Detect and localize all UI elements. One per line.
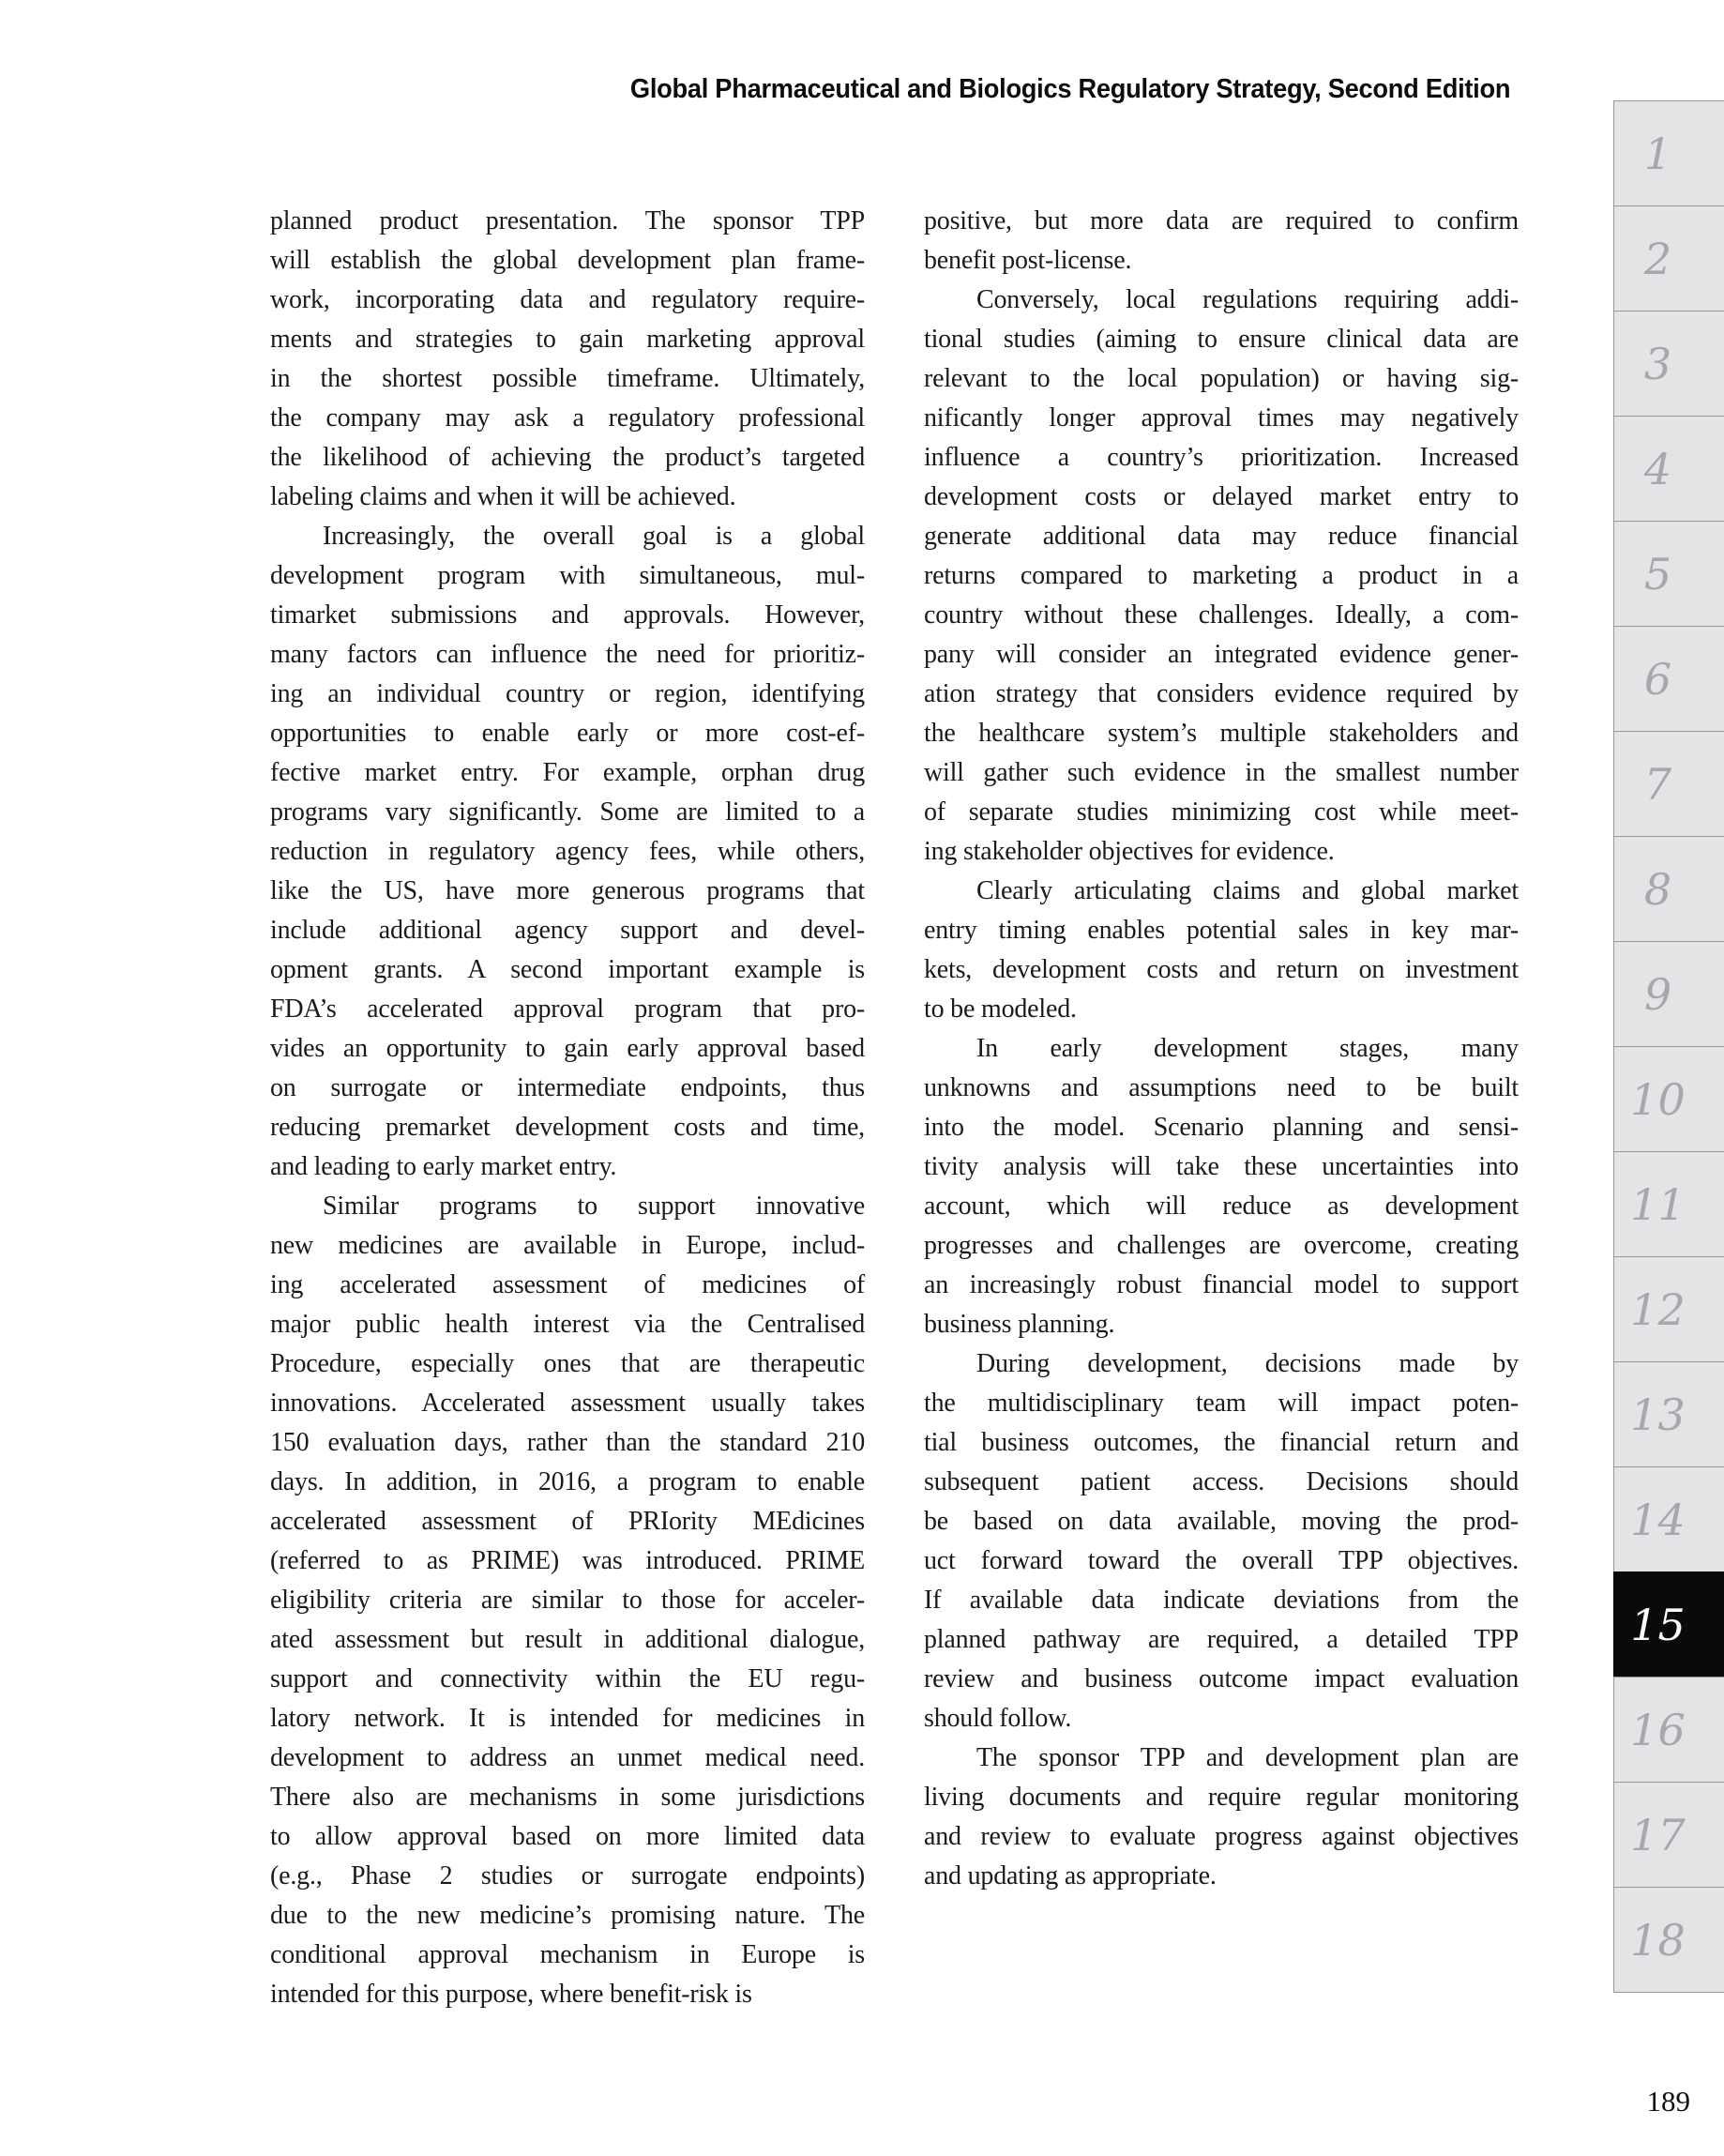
chapter-tab-3[interactable]	[1613, 311, 1724, 417]
text-line: There also are mechanisms in some jurisdictions	[270, 1783, 865, 1812]
text-line: like the US, have more generous programs that	[270, 876, 865, 905]
chapter-tab-label: 9	[1643, 968, 1672, 1020]
text-line: ing an individual country or region, identifying	[270, 679, 865, 708]
chapter-tab-label: 6	[1643, 653, 1672, 705]
text-line: conditional approval mechanism in Europe is	[270, 1940, 865, 1969]
text-line: Procedure, especially ones that are therapeutic	[270, 1349, 865, 1378]
chapter-tab-10[interactable]	[1613, 1046, 1724, 1152]
text-line: review and business outcome impact evaluation	[924, 1664, 1519, 1693]
text-line: the multidisciplinary team will impact poten-	[924, 1389, 1519, 1418]
chapter-tab-6[interactable]	[1613, 626, 1724, 732]
text-line: positive, but more data are required to confirm	[924, 206, 1519, 235]
text-column-right	[924, 202, 1519, 1896]
chapter-tab-11[interactable]	[1613, 1151, 1724, 1257]
text-line: influence a country’s prioritization. Increased	[924, 443, 1519, 472]
text-line: eligibility criteria are similar to those for acceler-	[270, 1586, 865, 1615]
text-line: In early development stages, many	[976, 1034, 1519, 1063]
text-line: include additional agency support and devel-	[270, 916, 865, 945]
text-line: timarket submissions and approvals. However,	[270, 600, 865, 630]
text-line: nificantly longer approval times may negatively	[924, 403, 1519, 433]
text-line: support and connectivity within the EU regu-	[270, 1664, 865, 1693]
chapter-tab-label: 17	[1630, 1809, 1686, 1860]
text-line: on surrogate or intermediate endpoints, thus	[270, 1073, 865, 1102]
text-line: reduction in regulatory agency fees, while others,	[270, 837, 865, 866]
text-line: vides an opportunity to gain early approval based	[270, 1034, 865, 1063]
text-line: opportunities to enable early or more cost-ef-	[270, 719, 865, 748]
text-line: Increasingly, the overall goal is a global	[323, 522, 865, 551]
text-line: should follow.	[924, 1704, 1072, 1733]
text-line: to be modeled.	[924, 994, 1077, 1024]
chapter-tab-label: 1	[1643, 128, 1672, 179]
text-line: ing accelerated assessment of medicines of	[270, 1270, 865, 1299]
text-line: business planning.	[924, 1310, 1115, 1339]
text-line: uct forward toward the overall TPP objectives.	[924, 1546, 1519, 1575]
text-line: new medicines are available in Europe, includ-	[270, 1231, 865, 1260]
text-line: Clearly articulating claims and global market	[976, 876, 1519, 905]
text-line: the healthcare system’s multiple stakeholders and	[924, 719, 1519, 748]
text-line: development costs or delayed market entry to	[924, 482, 1519, 511]
text-line: The sponsor TPP and development plan are	[976, 1743, 1519, 1772]
text-line: ation strategy that considers evidence required by	[924, 679, 1519, 708]
text-line: tivity analysis will take these uncertainties into	[924, 1152, 1519, 1181]
text-line: major public health interest via the Centralised	[270, 1310, 865, 1339]
text-line: programs vary significantly. Some are limited to a	[270, 797, 865, 827]
chapter-tab-label: 18	[1630, 1914, 1686, 1966]
chapter-tab-14[interactable]	[1613, 1466, 1724, 1572]
chapter-tab-18[interactable]	[1613, 1887, 1724, 1993]
text-line: 150 evaluation days, rather than the standard 210	[270, 1428, 865, 1457]
text-line: work, incorporating data and regulatory require-	[270, 285, 865, 314]
text-line: the likelihood of achieving the product’s targeted	[270, 443, 865, 472]
chapter-tab-label: 10	[1630, 1073, 1686, 1125]
text-line: be based on data available, moving the prod-	[924, 1507, 1519, 1536]
chapter-tab-label: 11	[1630, 1178, 1686, 1230]
text-line: of separate studies minimizing cost while meet-	[924, 797, 1519, 827]
text-line: and updating as appropriate.	[924, 1861, 1217, 1890]
text-line: days. In addition, in 2016, a program to enable	[270, 1467, 865, 1496]
text-line: an increasingly robust financial model to support	[924, 1270, 1519, 1299]
chapter-tab-16[interactable]	[1613, 1677, 1724, 1783]
text-line: unknowns and assumptions need to be built	[924, 1073, 1519, 1102]
text-line: entry timing enables potential sales in key mar-	[924, 916, 1519, 945]
chapter-tab-label: 13	[1630, 1389, 1686, 1440]
text-line: account, which will reduce as development	[924, 1192, 1519, 1221]
chapter-tab-label: 2	[1643, 233, 1672, 284]
text-line: ing stakeholder objectives for evidence.	[924, 837, 1335, 866]
text-line: accelerated assessment of PRIority MEdicines	[270, 1507, 865, 1536]
chapter-tab-5[interactable]	[1613, 521, 1724, 627]
text-line: country without these challenges. Ideally, a com-	[924, 600, 1519, 630]
text-line: and review to evaluate progress against objectives	[924, 1822, 1519, 1851]
text-column-left	[270, 202, 865, 2014]
text-line: planned pathway are required, a detailed TPP	[924, 1625, 1519, 1654]
text-line: reducing premarket development costs and time,	[270, 1113, 865, 1142]
text-line: will gather such evidence in the smallest number	[924, 758, 1519, 787]
chapter-tab-12[interactable]	[1613, 1256, 1724, 1362]
text-line: kets, development costs and return on investment	[924, 955, 1519, 984]
text-line: During development, decisions made by	[976, 1349, 1519, 1378]
chapter-tab-label: 14	[1630, 1494, 1686, 1545]
chapter-tab-13[interactable]	[1613, 1361, 1724, 1467]
text-line: and leading to early market entry.	[270, 1152, 617, 1181]
chapter-tab-15[interactable]	[1613, 1571, 1724, 1678]
chapter-tab-2[interactable]	[1613, 205, 1724, 311]
text-line: returns compared to marketing a product in a	[924, 561, 1519, 590]
text-line: (referred to as PRIME) was introduced. PRIME	[270, 1546, 865, 1575]
page-number: 189	[1646, 2085, 1690, 2118]
text-line: due to the new medicine’s promising nature. The	[270, 1901, 865, 1930]
text-line: (e.g., Phase 2 studies or surrogate endpoints)	[270, 1861, 865, 1890]
chapter-tab-label: 8	[1643, 863, 1672, 915]
text-line: ated assessment but result in additional dialogue,	[270, 1625, 865, 1654]
text-line: the company may ask a regulatory professional	[270, 403, 865, 433]
chapter-tab-8[interactable]	[1613, 836, 1724, 942]
text-line: intended for this purpose, where benefit-risk is	[270, 1980, 752, 2009]
text-line: will establish the global development plan frame-	[270, 246, 865, 275]
text-line: in the shortest possible timeframe. Ultimately,	[270, 364, 865, 393]
text-line: planned product presentation. The sponsor TPP	[270, 206, 865, 235]
chapter-tab-label: 16	[1630, 1704, 1686, 1755]
text-line: tial business outcomes, the financial return and	[924, 1428, 1519, 1457]
text-line: living documents and require regular monitoring	[924, 1783, 1519, 1812]
text-line: Conversely, local regulations requiring addi-	[976, 285, 1519, 314]
chapter-tab-label: 4	[1643, 443, 1672, 494]
text-line: innovations. Accelerated assessment usually takes	[270, 1389, 865, 1418]
chapter-tab-sidebar	[1613, 100, 1724, 1993]
chapter-tab-9[interactable]	[1613, 941, 1724, 1047]
chapter-tab-label: 12	[1630, 1283, 1686, 1335]
text-line: fective market entry. For example, orphan drug	[270, 758, 865, 787]
text-line: tional studies (aiming to ensure clinical data are	[924, 325, 1519, 354]
text-line: subsequent patient access. Decisions should	[924, 1467, 1519, 1496]
text-line: benefit post-license.	[924, 246, 1132, 275]
text-line: FDA’s accelerated approval program that pro-	[270, 994, 865, 1024]
text-line: latory network. It is intended for medicines in	[270, 1704, 865, 1733]
text-line: pany will consider an integrated evidence gener-	[924, 640, 1519, 669]
chapter-tab-label: 7	[1643, 758, 1672, 810]
text-line: into the model. Scenario planning and sensi-	[924, 1113, 1519, 1142]
text-line: development program with simultaneous, mul-	[270, 561, 865, 590]
chapter-tab-label: 3	[1643, 338, 1672, 389]
text-line: progresses and challenges are overcome, creating	[924, 1231, 1519, 1260]
chapter-tab-17[interactable]	[1613, 1782, 1724, 1888]
text-line: relevant to the local population) or having sig-	[924, 364, 1519, 393]
text-line: development to address an unmet medical need.	[270, 1743, 865, 1772]
text-line: labeling claims and when it will be achieved.	[270, 482, 736, 511]
text-line: generate additional data may reduce financial	[924, 522, 1519, 551]
text-line: opment grants. A second important example is	[270, 955, 865, 984]
text-line: to allow approval based on more limited data	[270, 1822, 865, 1851]
text-line: If available data indicate deviations from the	[924, 1586, 1519, 1615]
text-line: Similar programs to support innovative	[323, 1192, 865, 1221]
text-line: many factors can influence the need for prioritiz-	[270, 640, 865, 669]
running-header: Global Pharmaceutical and Biologics Regulatory Strategy, Second Edition	[629, 74, 1510, 104]
chapter-tab-1[interactable]	[1613, 100, 1724, 206]
chapter-tab-label: 15	[1630, 1599, 1686, 1650]
chapter-tab-7[interactable]	[1613, 731, 1724, 837]
text-line: ments and strategies to gain marketing approval	[270, 325, 865, 354]
chapter-tab-label: 5	[1643, 548, 1672, 600]
chapter-tab-4[interactable]	[1613, 416, 1724, 522]
